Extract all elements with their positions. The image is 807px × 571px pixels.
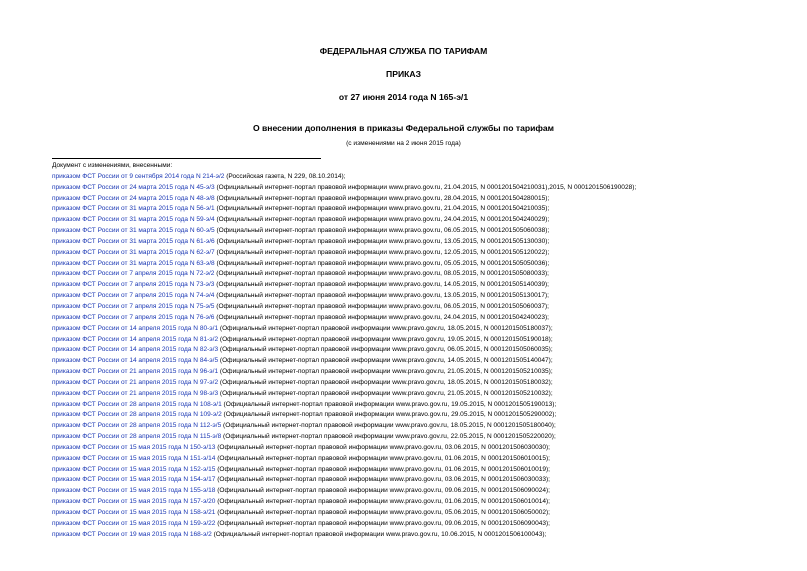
amendment-item bbox=[52, 172, 802, 183]
amendment-link[interactable]: приказом ФСТ России от 7 апреля 2015 года N 74-э/4 bbox=[52, 292, 215, 300]
amendment-source: (Официальный интернет-портал правовой информации www.pravo.gov.ru, 06.05.2015, N 0001201505060038); bbox=[214, 227, 550, 235]
amendment-link[interactable]: приказом ФСТ России от 31 марта 2015 года N 63-э/8 bbox=[52, 259, 215, 267]
amendment-item bbox=[52, 497, 802, 508]
amendment-source: (Официальный интернет-портал правовой информации www.pravo.gov.ru, 21.04.2015, N 0001201504210035); bbox=[214, 205, 550, 213]
changes-list bbox=[52, 161, 802, 541]
amendment-item bbox=[52, 367, 802, 378]
amendment-link[interactable]: приказом ФСТ России от 21 апреля 2015 года N 98-э/3 bbox=[52, 389, 219, 397]
changes-intro: Документ с изменениями, внесенными: bbox=[52, 162, 173, 169]
amendment-source: (Официальный интернет-портал правовой информации www.pravo.gov.ru, 14.05.2015, N 0001201505140039); bbox=[214, 281, 550, 289]
separator-rule bbox=[52, 158, 321, 159]
amendment-source: (Официальный интернет-портал правовой информации www.pravo.gov.ru, 03.06.2015, N 0001201506030033); bbox=[215, 476, 550, 484]
amendment-item bbox=[52, 454, 802, 465]
amendment-item bbox=[52, 194, 802, 205]
amendment-link[interactable]: приказом ФСТ России от 31 марта 2015 года N 56-э/1 bbox=[52, 205, 215, 213]
amendment-link[interactable]: приказом ФСТ России от 31 марта 2015 года N 62-э/7 bbox=[52, 248, 215, 256]
amendment-link[interactable]: приказом ФСТ России от 14 апреля 2015 года N 84-э/5 bbox=[52, 357, 219, 365]
document-type-heading: ПРИКАЗ bbox=[386, 69, 421, 79]
amendment-item bbox=[52, 302, 802, 313]
amendment-link[interactable]: приказом ФСТ России от 7 апреля 2015 года N 76-э/6 bbox=[52, 313, 215, 321]
amendment-item bbox=[52, 291, 802, 302]
amendment-item bbox=[52, 248, 802, 259]
amendment-link[interactable]: приказом ФСТ России от 28 апреля 2015 года N 109-э/2 bbox=[52, 411, 222, 419]
amendment-source: (Официальный интернет-портал правовой информации www.pravo.gov.ru, 28.04.2015, N 0001201504280015); bbox=[214, 194, 550, 202]
amendment-source: (Официальный интернет-портал правовой информации www.pravo.gov.ru, 24.04.2015, N 0001201504240029); bbox=[214, 216, 550, 224]
amendment-item bbox=[52, 335, 802, 346]
amendment-link[interactable]: приказом ФСТ России от 15 мая 2015 года N 154-э/17 bbox=[52, 476, 216, 484]
amendment-link[interactable]: приказом ФСТ России от 14 апреля 2015 года N 81-э/2 bbox=[52, 335, 219, 343]
amendment-item bbox=[52, 530, 802, 541]
amendment-source: (Официальный интернет-портал правовой информации www.pravo.gov.ru, 13.05.2015, N 0001201505130017); bbox=[214, 292, 550, 300]
amendment-item bbox=[52, 313, 802, 324]
amendment-link[interactable]: приказом ФСТ России от 7 апреля 2015 года N 75-э/5 bbox=[52, 302, 215, 310]
amendment-link[interactable]: приказом ФСТ России от 28 апреля 2015 года N 112-э/5 bbox=[52, 422, 222, 430]
amendment-item bbox=[52, 226, 802, 237]
amendment-source: (Официальный интернет-портал правовой информации www.pravo.gov.ru, 05.06.2015, N 0001201506050002); bbox=[215, 509, 550, 516]
amendment-link[interactable]: приказом ФСТ России от 14 апреля 2015 года N 80-э/1 bbox=[52, 324, 219, 332]
amendment-link[interactable]: приказом ФСТ России от 21 апреля 2015 года N 97-э/2 bbox=[52, 378, 219, 386]
document-date-number: от 27 июня 2014 года N 165-э/1 bbox=[338, 92, 469, 102]
amendment-link[interactable]: приказом ФСТ России от 15 мая 2015 года N 159-э/22 bbox=[52, 519, 216, 527]
amendment-link[interactable]: приказом ФСТ России от 31 марта 2015 года N 59-э/4 bbox=[52, 216, 215, 224]
amendment-source: (Официальный интернет-портал правовой информации www.pravo.gov.ru, 19.05.2015, N 0001201505190013); bbox=[221, 400, 557, 408]
amendment-item bbox=[52, 259, 802, 270]
amendment-item bbox=[52, 345, 802, 356]
amendment-link[interactable]: приказом ФСТ России от 15 мая 2015 года N 157-э/20 bbox=[52, 498, 216, 506]
amendment-source: (Официальный интернет-портал правовой информации www.pravo.gov.ru, 13.05.2015, N 0001201505130030); bbox=[214, 237, 550, 245]
amendment-link[interactable]: приказом ФСТ России от 15 мая 2015 года N 152-э/15 bbox=[52, 465, 216, 473]
amendment-source: (Официальный интернет-портал правовой информации www.pravo.gov.ru, 18.05.2015, N 0001201505180032); bbox=[218, 378, 553, 386]
amendment-link[interactable]: приказом ФСТ России от 31 марта 2015 года N 61-э/6 bbox=[52, 237, 215, 245]
amendment-item bbox=[52, 280, 802, 291]
amendment-source: (Официальный интернет-портал правовой информации www.pravo.gov.ru, 05.05.2015, N 0001201505050036); bbox=[214, 259, 550, 267]
amendment-source: (Официальный интернет-портал правовой информации www.pravo.gov.ru, 18.05.2015, N 0001201505180040); bbox=[221, 422, 556, 430]
amendment-source: (Официальный интернет-портал правовой информации www.pravo.gov.ru, 14.05.2015, N 0001201505140047); bbox=[218, 357, 553, 365]
amendment-item bbox=[52, 475, 802, 486]
amendment-item bbox=[52, 324, 802, 335]
amendment-source: (Официальный интернет-портал правовой информации www.pravo.gov.ru, 24.04.2015, N 0001201504240023); bbox=[214, 313, 550, 321]
amendment-item bbox=[52, 269, 802, 280]
amendment-source: (Официальный интернет-портал правовой информации www.pravo.gov.ru, 06.05.2015, N 0001201505060035); bbox=[218, 346, 553, 354]
amendment-source: (Официальный интернет-портал правовой информации www.pravo.gov.ru, 12.05.2015, N 0001201505120022); bbox=[214, 248, 550, 256]
amendment-source: (Официальный интернет-портал правовой информации www.pravo.gov.ru, 03.06.2015, N 0001201506030030); bbox=[215, 443, 550, 451]
amendment-link[interactable]: приказом ФСТ России от 15 мая 2015 года N 150-э/13 bbox=[52, 443, 216, 451]
amendment-item bbox=[52, 356, 802, 367]
amendment-source: (Официальный интернет-портал правовой информации www.pravo.gov.ru, 09.06.2015, N 0001201506090043); bbox=[215, 519, 550, 527]
amendment-link[interactable]: приказом ФСТ России от 24 марта 2015 года N 48-э/8 bbox=[52, 194, 215, 202]
amendment-link[interactable]: приказом ФСТ России от 14 апреля 2015 года N 82-э/3 bbox=[52, 346, 219, 354]
amendment-link[interactable]: приказом ФСТ России от 15 мая 2015 года N 151-э/14 bbox=[52, 454, 216, 462]
amendment-link[interactable]: приказом ФСТ России от 24 марта 2015 года N 45-э/3 bbox=[52, 183, 215, 191]
amendment-link[interactable]: приказом ФСТ России от 28 апреля 2015 года N 108-э/1 bbox=[52, 400, 222, 408]
amendment-source: (Официальный интернет-портал правовой информации www.pravo.gov.ru, 01.06.2015, N 0001201506010014); bbox=[215, 498, 550, 506]
amendment-source: (Официальный интернет-портал правовой информации www.pravo.gov.ru, 01.06.2015, N 0001201506010015); bbox=[215, 454, 550, 462]
amendment-item bbox=[52, 204, 802, 215]
amendment-item bbox=[52, 237, 802, 248]
amendment-source: (Официальный интернет-портал правовой информации www.pravo.gov.ru, 19.05.2015, N 0001201505190018); bbox=[218, 335, 553, 343]
amendment-item bbox=[52, 486, 802, 497]
amendment-item bbox=[52, 432, 802, 443]
amendment-item bbox=[52, 215, 802, 226]
amendment-item bbox=[52, 389, 802, 400]
amendment-link[interactable]: приказом ФСТ России от 15 мая 2015 года N 158-э/21 bbox=[52, 509, 216, 516]
amendment-item bbox=[52, 443, 802, 454]
amendment-item bbox=[52, 508, 802, 519]
amendment-link[interactable]: приказом ФСТ России от 28 апреля 2015 года N 115-э/8 bbox=[52, 433, 222, 441]
document-title: О внесении дополнения в приказы Федеральной службы по тарифам bbox=[252, 123, 555, 133]
amendment-item bbox=[52, 465, 802, 476]
amendment-source: (Официальный интернет-портал правовой информации www.pravo.gov.ru, 06.05.2015, N 0001201505060037); bbox=[214, 302, 550, 310]
agency-heading: ФЕДЕРАЛЬНАЯ СЛУЖБА ПО ТАРИФАМ bbox=[319, 46, 488, 56]
edition-note: (с изменениями на 2 июня 2015 года) bbox=[346, 140, 461, 147]
amendment-source: (Официальный интернет-портал правовой информации www.pravo.gov.ru, 18.05.2015, N 0001201505180037); bbox=[218, 324, 553, 332]
amendment-source: (Официальный интернет-портал правовой информации www.pravo.gov.ru, 22.05.2015, N 0001201505220020); bbox=[221, 433, 556, 441]
amendment-source: (Официальный интернет-портал правовой информации www.pravo.gov.ru, 09.06.2015, N 0001201506090024); bbox=[215, 487, 550, 495]
amendment-item bbox=[52, 410, 802, 421]
amendment-source: (Официальный интернет-портал правовой информации www.pravo.gov.ru, 08.05.2015, N 0001201505080033); bbox=[214, 270, 550, 278]
amendment-source: (Официальный интернет-портал правовой информации www.pravo.gov.ru, 10.06.2015, N 0001201506100043); bbox=[211, 530, 547, 538]
amendment-source: (Официальный интернет-портал правовой информации www.pravo.gov.ru, 29.05.2015, N 0001201505290002); bbox=[221, 411, 557, 419]
amendment-item bbox=[52, 519, 802, 530]
amendment-item bbox=[52, 378, 802, 389]
amendment-link[interactable]: приказом ФСТ России от 7 апреля 2015 года N 72-э/2 bbox=[52, 270, 215, 278]
amendment-link[interactable]: приказом ФСТ России от 9 сентября 2014 года N 214-э/2 bbox=[52, 172, 225, 180]
amendment-item bbox=[52, 183, 802, 194]
amendment-link[interactable]: приказом ФСТ России от 31 марта 2015 года N 60-э/5 bbox=[52, 227, 215, 235]
amendment-source: (Официальный интернет-портал правовой информации www.pravo.gov.ru, 21.05.2015, N 0001201505210035); bbox=[218, 368, 553, 376]
amendment-source: (Официальный интернет-портал правовой информации www.pravo.gov.ru, 21.05.2015, N 0001201505210032); bbox=[218, 389, 553, 397]
amendment-link[interactable]: приказом ФСТ России от 7 апреля 2015 года N 73-э/3 bbox=[52, 281, 215, 289]
amendment-item bbox=[52, 400, 802, 411]
amendment-link[interactable]: приказом ФСТ России от 15 мая 2015 года N 155-э/18 bbox=[52, 487, 216, 495]
amendment-source: (Официальный интернет-портал правовой информации www.pravo.gov.ru, 21.04.2015, N 0001201504210031),2015, N 0001201506190028); bbox=[214, 183, 637, 191]
amendment-source: (Официальный интернет-портал правовой информации www.pravo.gov.ru, 01.06.2015, N 0001201506010019); bbox=[215, 465, 550, 473]
amendment-link[interactable]: приказом ФСТ России от 21 апреля 2015 года N 96-э/1 bbox=[52, 368, 219, 376]
amendment-source: (Российская газета, N 229, 08.10.2014); bbox=[224, 172, 346, 180]
amendment-link[interactable]: приказом ФСТ России от 19 мая 2015 года N 168-э/2 bbox=[52, 530, 212, 538]
amendment-item bbox=[52, 421, 802, 432]
